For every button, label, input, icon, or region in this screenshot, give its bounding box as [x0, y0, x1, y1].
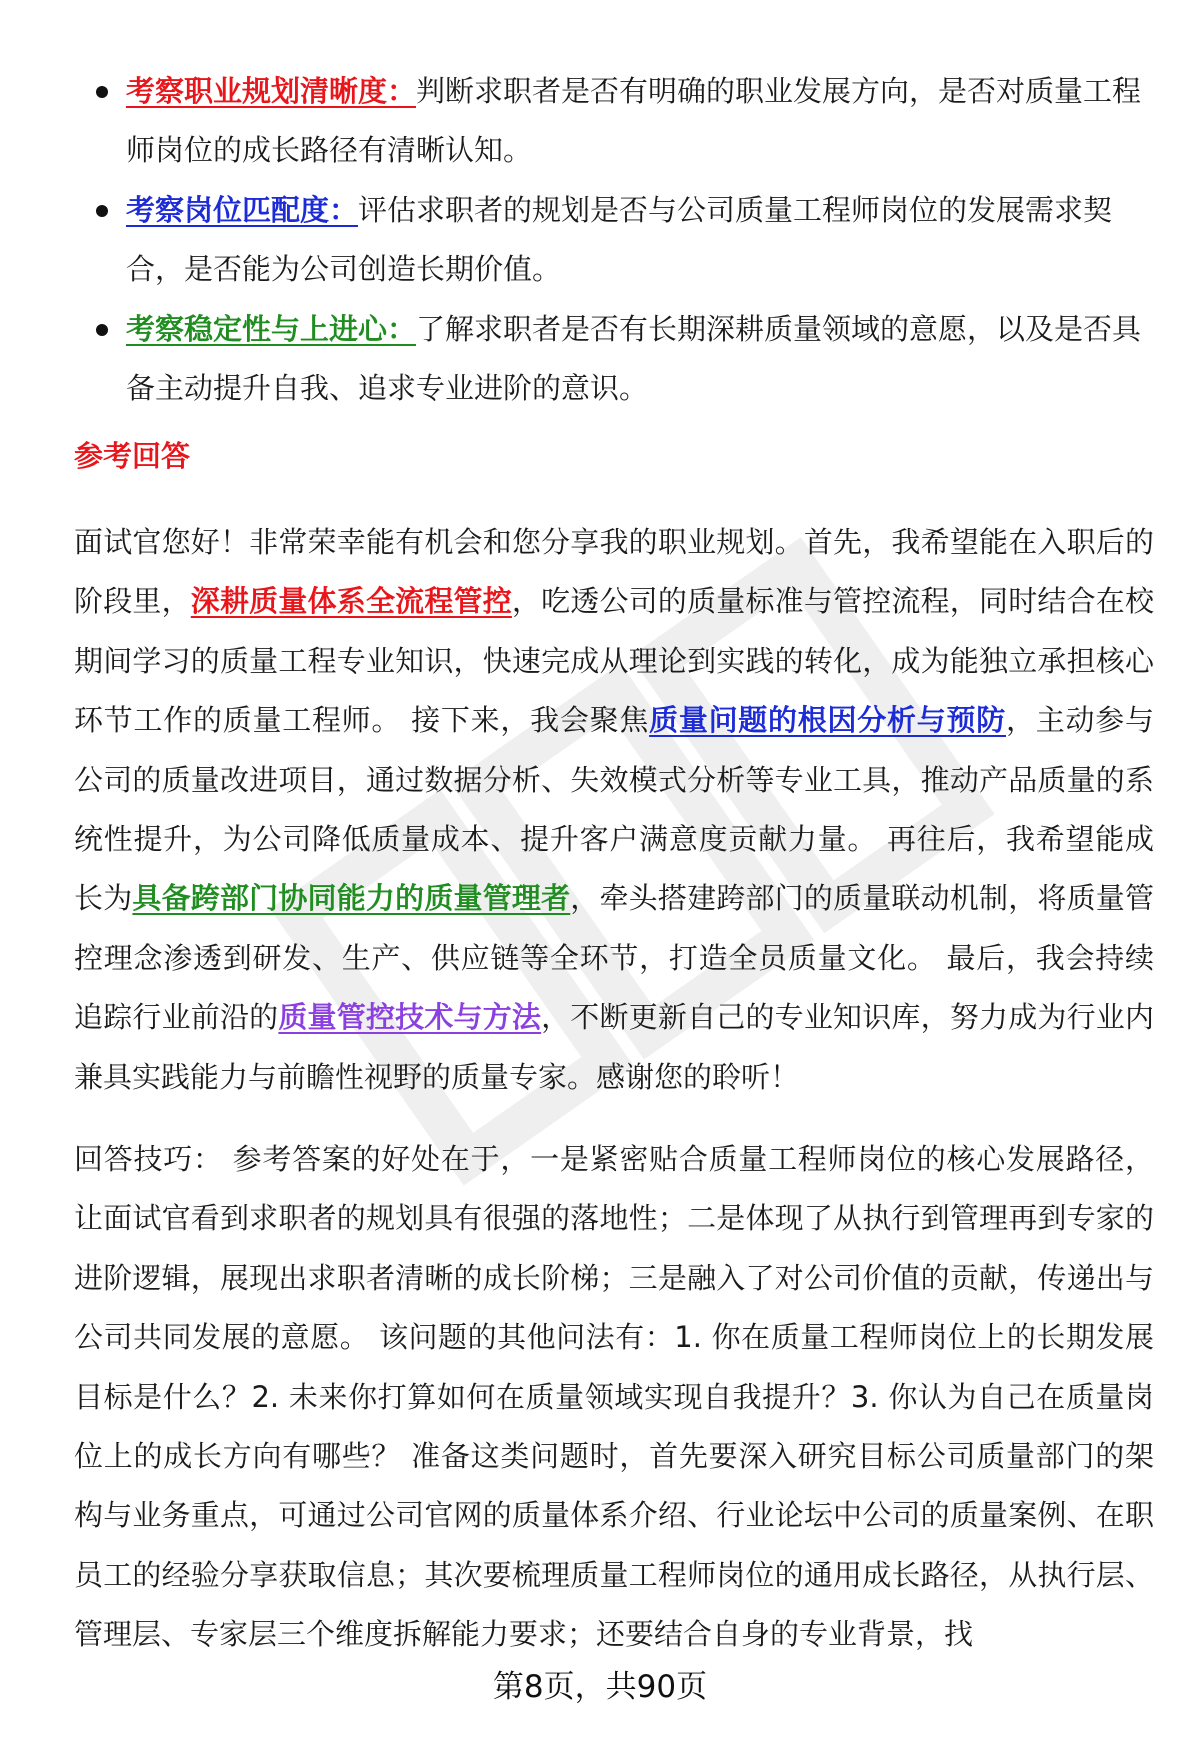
section-title: 参考回答	[74, 439, 191, 473]
page-number: 第8页，共90页	[492, 1669, 708, 1705]
tips-paragraph: 回答技巧： 参考答案的好处在于，一是紧密贴合质量工程师岗位的核心发展路径，让面试官看到求职者的规划具有很强的落地性；二是体现了从执行到管理再到专家的进阶逻辑，展现出求职者清晰的成长阶梯；三是融入了对公司价值的贡献，传递出与公司共同发展的意愿。 该问题的其他问法有：1. 你在质量工程师岗位上的长期发展目标是什么？2. 未来你打算如何在质量领域实现自我提升？3. 你认为自己在质量岗位上的成长方向有哪些？ 准备这类问题时，首先要深入研究目标公司质量部门的架构与业务重点，可通过公司官网的质量体系介绍、行业论坛中公司的质量案例、在职员工的经验分享获取信息；其次要梳理质量工程师岗位的通用成长路径，从执行层、管理层、专家层三个维度拆解能力要求；还要结合自身的专业背景，找	[74, 1142, 1154, 1652]
bullet-dot	[96, 205, 108, 217]
criteria-keyword: 考察职业规划清晰度：	[126, 74, 417, 108]
criteria-text: 了解求职者是否有长期深耕质量领域的意愿，以及是否具备主动提升自我、追求专业进阶的意识。	[126, 312, 1142, 405]
answer-text: ，不断更新自己的专业知识库，努力成为行业内兼具实践能力与前瞻性视野的质量专家。感谢您的聆听！	[74, 1000, 1154, 1094]
criteria-keyword: 考察岗位匹配度：	[126, 193, 359, 227]
answer-paragraph	[74, 513, 1154, 1107]
bullet-dot	[96, 324, 108, 336]
bullet-dot	[96, 86, 108, 98]
answer-text: ，吃透公司的质量标准与管控流程，同时结合在校期间学习的质量工程专业知识，快速完成从理论到实践的转化，成为能独立承担核心环节工作的质量工程师。 接下来，我会聚焦	[74, 584, 1154, 738]
highlight-phrase: 质量问题的根因分析与预防	[649, 703, 1006, 738]
answer-text: ，牵头搭建跨部门的质量联动机制，将质量管控理念渗透到研发、生产、供应链等全环节，打造全员质量文化。 最后，我会持续追踪行业前沿的	[74, 881, 1154, 1035]
criteria-text: 判断求职者是否有明确的职业发展方向，是否对质量工程师岗位的成长路径有清晰认知。	[126, 74, 1142, 167]
criteria-keyword: 考察稳定性与上进心：	[126, 312, 417, 346]
criteria-list	[74, 62, 1154, 419]
highlight-phrase: 质量管控技术与方法	[278, 1000, 542, 1035]
list-item	[74, 300, 1154, 418]
criteria-text: 评估求职者的规划是否与公司质量工程师岗位的发展需求契合，是否能为公司创造长期价值。	[126, 193, 1113, 286]
answer-text: ，主动参与公司的质量改进项目，通过数据分析、失效模式分析等专业工具，推动产品质量的系统性提升，为公司降低质量成本、提升客户满意度贡献力量。 再往后，我希望能成长为	[74, 703, 1154, 916]
answer-text: 面试官您好！非常荣幸能有机会和您分享我的职业规划。首先，我希望能在入职后的阶段里，	[74, 525, 1154, 619]
list-item	[74, 62, 1154, 180]
list-item	[74, 181, 1154, 299]
highlight-phrase: 深耕质量体系全流程管控	[190, 584, 512, 619]
highlight-phrase: 具备跨部门协同能力的质量管理者	[132, 881, 571, 916]
